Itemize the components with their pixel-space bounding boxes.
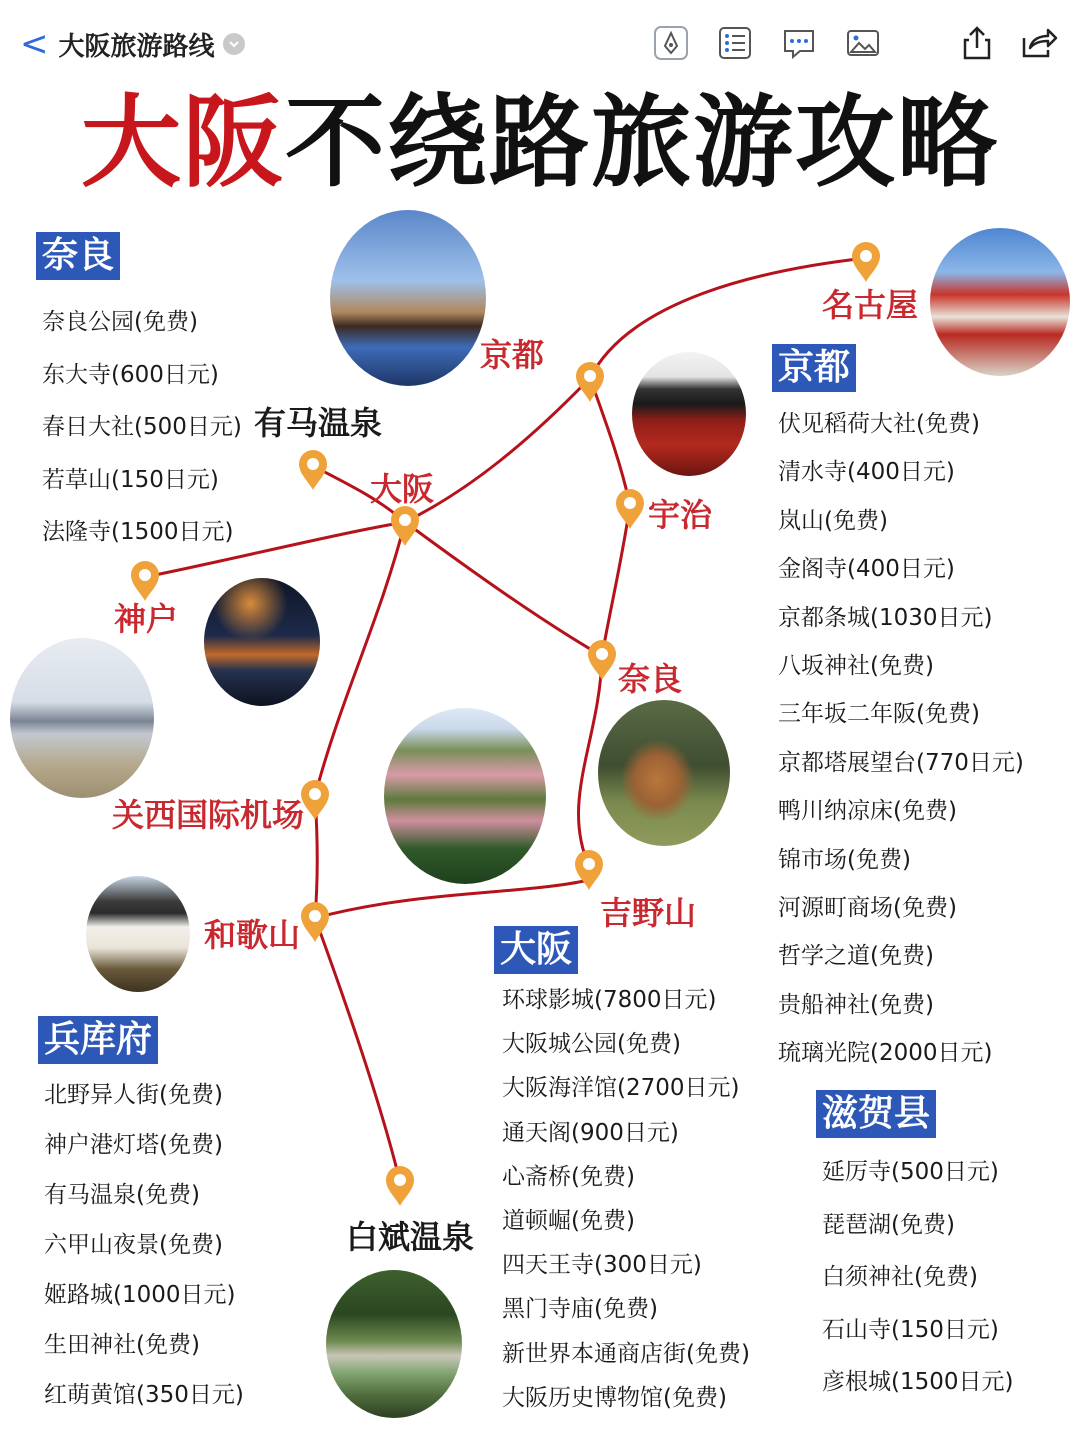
spot-item: 伏见稻荷大社(免费) xyxy=(778,411,980,437)
pin-shirahama xyxy=(386,1166,414,1206)
city-label-shirahama: 白斌温泉 xyxy=(346,1218,475,1256)
spot-list-nara xyxy=(42,296,242,559)
city-label-uji: 宇治 xyxy=(648,496,713,534)
nagoya-castle-photo xyxy=(930,228,1070,376)
spot-item: 八坂神社(免费) xyxy=(778,653,934,680)
spot-item: 环球影城(7800日元) xyxy=(502,987,717,1013)
route-wakayama-yoshino xyxy=(315,880,589,918)
spot-item: 哲学之道(免费) xyxy=(778,943,934,970)
spot-item: 东大寺(600日元) xyxy=(42,361,219,388)
uji-temple-photo xyxy=(632,352,746,476)
spot-item: 春日大社(500日元) xyxy=(42,414,242,440)
spot-item: 河源町商场(免费) xyxy=(778,895,957,922)
shirahama-onsen-photo xyxy=(326,1270,462,1418)
spot-item: 道顿崛(免费) xyxy=(502,1208,635,1235)
spot-item: 若草山(150日元) xyxy=(42,466,219,493)
spot-list-osaka xyxy=(502,978,750,1420)
region-tag-hyogo: 兵库府 xyxy=(38,1016,158,1064)
spot-item: 黑门寺庙(免费) xyxy=(502,1296,658,1323)
route-kyoto-uji xyxy=(590,378,630,505)
spot-item: 鸭川纳凉床(免费) xyxy=(778,798,957,825)
spot-item: 琉璃光院(2000日元) xyxy=(778,1040,993,1067)
spot-item: 北野异人街(免费) xyxy=(44,1082,223,1108)
city-label-kyoto: 京都 xyxy=(480,336,545,374)
region-tag-osaka: 大阪 xyxy=(494,926,578,974)
spot-item: 生田神社(免费) xyxy=(44,1332,200,1358)
route-uji-nara xyxy=(602,505,630,656)
city-label-wakayama: 和歌山 xyxy=(204,916,301,954)
spot-item: 京都塔展望台(770日元) xyxy=(778,749,1024,776)
spot-item: 金阁寺(400日元) xyxy=(778,556,955,583)
city-label-arima: 有马温泉 xyxy=(254,404,383,442)
region-tag-shiga: 滋贺县 xyxy=(816,1090,936,1138)
spot-item: 京都条城(1030日元) xyxy=(778,604,993,631)
spot-item: 大阪城公园(免费) xyxy=(502,1031,681,1058)
spot-item: 法隆寺(1500日元) xyxy=(42,519,234,545)
kobe-night-photo xyxy=(204,578,320,706)
spot-item: 姬路城(1000日元) xyxy=(44,1282,236,1308)
pin-kyoto xyxy=(576,362,604,402)
spot-item: 石山寺(150日元) xyxy=(822,1316,999,1343)
city-label-yoshino: 吉野山 xyxy=(600,894,697,932)
spot-item: 琵琶湖(免费) xyxy=(822,1211,955,1238)
spot-item: 神户港灯塔(免费) xyxy=(44,1132,223,1158)
spot-item: 红萌黄馆(350日元) xyxy=(44,1382,244,1408)
chevron-left-icon: < xyxy=(20,24,49,64)
airport-photo xyxy=(10,638,154,798)
kyoto-river-photo xyxy=(330,210,486,386)
title-rest: 不绕路旅游攻略 xyxy=(285,83,999,201)
spot-list-shiga xyxy=(822,1146,1013,1409)
region-tag-kyoto: 京都 xyxy=(772,344,856,392)
city-label-osaka: 大阪 xyxy=(370,470,435,508)
spot-item: 大阪海洋馆(2700日元) xyxy=(502,1075,740,1102)
spot-item: 大阪历史博物馆(免费) xyxy=(502,1384,727,1411)
route-osaka-airport xyxy=(315,522,405,796)
spot-item: 心斋桥(免费) xyxy=(502,1163,635,1190)
pin-kansai-airport xyxy=(301,780,329,820)
spot-item: 贵船神社(免费) xyxy=(778,991,934,1018)
region-tag-nara: 奈良 xyxy=(36,232,120,280)
spot-item: 锦市场(免费) xyxy=(778,846,911,873)
city-label-nagoya: 名古屋 xyxy=(822,286,919,324)
spot-item: 奈良公园(免费) xyxy=(42,309,198,335)
spot-item: 延厉寺(500日元) xyxy=(822,1159,999,1185)
pin-yoshino xyxy=(575,850,603,890)
city-label-kobe: 神户 xyxy=(114,600,179,638)
title-highlight: 大阪 xyxy=(81,83,285,201)
pin-arima xyxy=(299,450,327,490)
pin-osaka xyxy=(391,506,419,546)
spot-item: 四天王寺(300日元) xyxy=(502,1252,702,1279)
spot-item: 六甲山夜景(免费) xyxy=(44,1232,223,1258)
yoshino-sakura-photo xyxy=(384,708,546,884)
spot-list-kyoto xyxy=(778,400,1024,1078)
spot-item: 白须神社(免费) xyxy=(822,1264,978,1290)
spot-list-hyogo xyxy=(44,1070,244,1420)
spot-item: 有马温泉(免费) xyxy=(44,1182,200,1208)
city-label-nara: 奈良 xyxy=(618,660,683,698)
spot-item: 通天阁(900日元) xyxy=(502,1119,679,1146)
pin-nagoya xyxy=(852,242,880,282)
spot-item: 清水寺(400日元) xyxy=(778,459,955,486)
city-label-kansai-airport: 关西国际机场 xyxy=(112,796,305,834)
route-wakayama-shirahama xyxy=(315,918,400,1182)
document-title: 大阪旅游路线 xyxy=(58,31,215,62)
nara-deer-photo xyxy=(598,700,730,846)
pin-wakayama xyxy=(301,902,329,942)
spot-item: 新世界本通商店街(免费) xyxy=(502,1340,750,1367)
pin-nara xyxy=(588,640,616,680)
pin-uji xyxy=(616,489,644,529)
spot-item: 三年坂二年阪(免费) xyxy=(778,701,980,728)
route-osaka-nara xyxy=(405,522,602,656)
spot-item: 彦根城(1500日元) xyxy=(822,1369,1014,1395)
spot-item: 岚山(免费) xyxy=(778,507,888,534)
wakayama-castle-photo xyxy=(86,876,190,992)
